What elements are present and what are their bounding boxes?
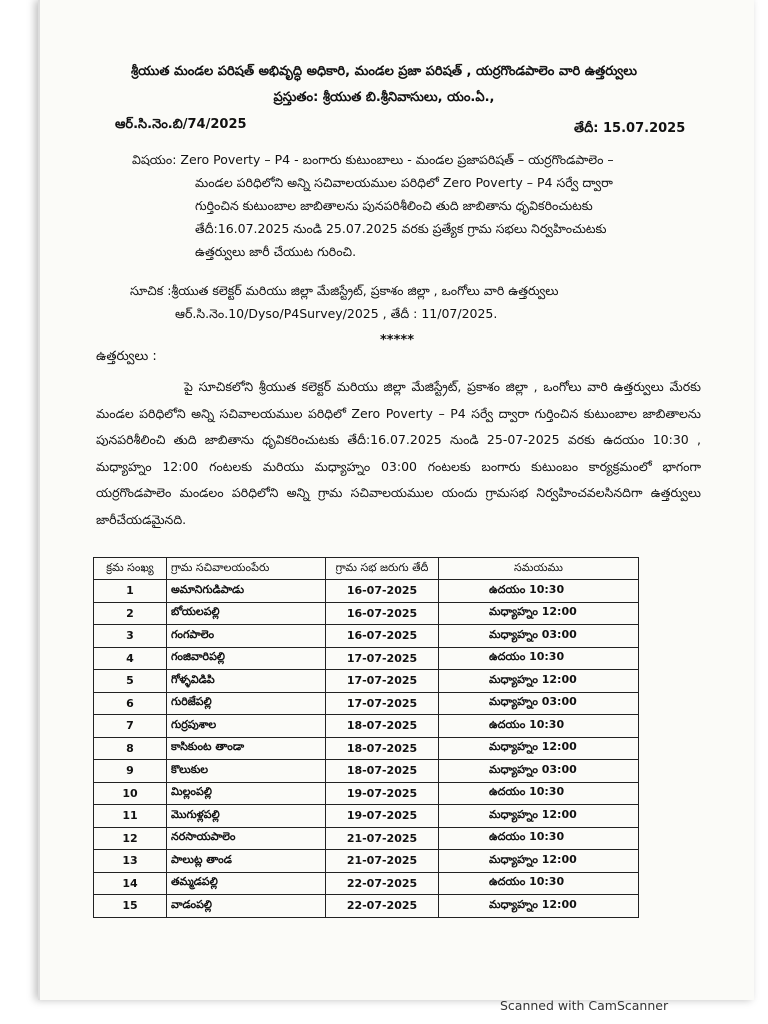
cell-serial: 12 (94, 827, 167, 850)
cell-time: మధ్యాహ్నం 12:00 (439, 805, 639, 828)
cell-time: మధ్యాహ్నం 03:00 (439, 692, 639, 715)
table-row (94, 827, 639, 850)
header-line-2: ప్రస్తుతం: శ్రీయుత బి.శ్రీనివాసులు, యం.ఏ., (273, 90, 495, 105)
gramasabha-schedule-table (93, 557, 639, 918)
cell-time: మధ్యాహ్నం 12:00 (439, 850, 639, 873)
table-row (94, 647, 639, 670)
cell-time: ఉదయం 10:30 (439, 647, 639, 670)
cell-time: మధ్యాహ్నం 12:00 (439, 895, 639, 918)
subject-line: తేదీ:16.07.2025 నుండి 25.07.2025 వరకు ప్రత్యేక గ్రామ సభలు నిర్వహించుటకు (195, 221, 607, 236)
cell-serial: 15 (94, 895, 167, 918)
cell-village: అమానిగుడిపాడు (167, 580, 326, 603)
table-row (94, 625, 639, 648)
reference-first-line: సూచిక :శ్రీయుత కలెక్టర్ మరియు జిల్లా మేజిస్ట్రేట్, ప్రకాశం జిల్లా , ఒంగోలు వారి ఉత్తర్వులు (130, 283, 559, 298)
cell-date: 19-07-2025 (326, 782, 439, 805)
cell-village: పాలుట్ల తాండ (167, 850, 326, 873)
cell-date: 16-07-2025 (326, 602, 439, 625)
subject-line: మండల పరిధిలోని అన్ని సచివాలయముల పరిధిలో Zero Poverty – P4 సర్వే ద్వారా (195, 175, 613, 190)
cell-time: ఉదయం 10:30 (439, 782, 639, 805)
separator: ***** (380, 333, 414, 348)
cell-village: గంగపాలెం (167, 625, 326, 648)
cell-date: 16-07-2025 (326, 580, 439, 603)
order-date: తేదీ: 15.07.2025 (574, 121, 686, 136)
cell-serial: 11 (94, 805, 167, 828)
reference-second-line: ఆర్.సి.నెం.10/Dyso/P4Survey/2025 , తేదీ : 11/07/2025. (175, 306, 498, 321)
cell-village: కొలుకుల (167, 760, 326, 783)
cell-time: ఉదయం 10:30 (439, 580, 639, 603)
cell-time: ఉదయం 10:30 (439, 827, 639, 850)
orders-body-text: పై సూచికలోని శ్రీయుత కలెక్టర్ మరియు జిల్లా మేజిస్ట్రేట్, ప్రకాశం జిల్లా , ఒంగోలు వారి ఉత్తర్వులు మేరకు మండల పరిధిలోని అన్ని సచివాలయముల పరిధిలో Zero Poverty – P4 సర్వే ద్వారా గుర్తించిన కుటుంబాల జాబితాలను పునపరిశీలించి తుది జాబితాను ధృవికరించుటకు తేదీ:16.07.2025 నుండి 25-07-2025 వరకు ఉదయం 10:30 , మధ్యాహ్నం 12:00 గంటలకు మరియు మధ్యాహ్నం 03:00 గంటలకు బంగారు కుటుంబం కార్యక్రమంలో భాగంగా యర్రగొండపాలెం మండలం పరిధిలోని అన్ని గ్రామ సచివాలయముల యందు గ్రామసభ నిర్వహించవలసినదిగా ఉత్తర్వులు జారీచేయడమైనది. (96, 379, 701, 527)
cell-time: మధ్యాహ్నం 12:00 (439, 602, 639, 625)
cell-serial: 3 (94, 625, 167, 648)
cell-village: కాసికుంట తాండా (167, 737, 326, 760)
cell-date: 18-07-2025 (326, 737, 439, 760)
subject-line: గుర్తించిన కుటుంబాల జాబితాలను పునపరిశీలించి తుది జాబితాను ధృవికరించుటకు (195, 198, 593, 213)
table-row (94, 580, 639, 603)
cell-date: 22-07-2025 (326, 895, 439, 918)
cell-village: గోళ్ళవిడిపి (167, 670, 326, 693)
cell-village: మొగుళ్లపల్లి (167, 805, 326, 828)
cell-village: గంజివారిపల్లి (167, 647, 326, 670)
table-row (94, 760, 639, 783)
table-row (94, 670, 639, 693)
subject-line: ఉత్తర్వులు జారీ చేయుట గురించి. (195, 244, 357, 259)
cell-date: 17-07-2025 (326, 692, 439, 715)
col-time: సమయము (439, 558, 639, 580)
cell-village: బోయలపల్లి (167, 602, 326, 625)
table-row (94, 782, 639, 805)
table-row (94, 895, 639, 918)
cell-serial: 14 (94, 872, 167, 895)
table-row (94, 872, 639, 895)
cell-date: 18-07-2025 (326, 760, 439, 783)
table-row (94, 602, 639, 625)
cell-time: మధ్యాహ్నం 03:00 (439, 625, 639, 648)
cell-time: మధ్యాహ్నం 03:00 (439, 760, 639, 783)
cell-serial: 13 (94, 850, 167, 873)
header-line-1: శ్రీయుత మండల పరిషత్ అభివృద్ధి అధికారి, మండల ప్రజా పరిషత్ , యర్రగొండపాలెం వారి ఉత్తర్వులు (131, 64, 637, 79)
cell-serial: 4 (94, 647, 167, 670)
cell-date: 17-07-2025 (326, 647, 439, 670)
col-village: గ్రామ సచివాలయంపేరు (167, 558, 326, 580)
cell-serial: 8 (94, 737, 167, 760)
cell-serial: 2 (94, 602, 167, 625)
cell-serial: 6 (94, 692, 167, 715)
cell-village: గుర్రపుశాల (167, 715, 326, 738)
cell-village: తమ్మడపల్లి (167, 872, 326, 895)
orders-label: ఉత్తర్వులు : (96, 349, 157, 364)
table-row (94, 737, 639, 760)
cell-serial: 7 (94, 715, 167, 738)
cell-village: నరసాయపాలెం (167, 827, 326, 850)
subject-first-text: Zero Poverty – P4 - బంగారు కుటుంబాలు - మండల ప్రజాపరిషత్ – యర్రగొండపాలెం – (180, 152, 614, 167)
cell-date: 18-07-2025 (326, 715, 439, 738)
cell-serial: 1 (94, 580, 167, 603)
cell-time: ఉదయం 10:30 (439, 872, 639, 895)
cell-time: మధ్యాహ్నం 12:00 (439, 670, 639, 693)
orders-body (96, 374, 701, 533)
cell-serial: 10 (94, 782, 167, 805)
scanner-watermark: Scanned with CamScanner (500, 998, 669, 1013)
reference-block (130, 279, 700, 325)
cell-village: గురిజేపల్లి (167, 692, 326, 715)
table-row (94, 805, 639, 828)
table-row (94, 715, 639, 738)
cell-date: 19-07-2025 (326, 805, 439, 828)
cell-date: 16-07-2025 (326, 625, 439, 648)
cell-village: వాడంపల్లి (167, 895, 326, 918)
subject-block (132, 148, 697, 263)
cell-village: మిల్లంపల్లి (167, 782, 326, 805)
cell-time: ఉదయం 10:30 (439, 715, 639, 738)
reference-number: ఆర్.సి.నెం.బి/74/2025 (115, 117, 247, 132)
cell-serial: 9 (94, 760, 167, 783)
cell-date: 22-07-2025 (326, 872, 439, 895)
table-row (94, 692, 639, 715)
table-row (94, 850, 639, 873)
cell-date: 21-07-2025 (326, 827, 439, 850)
cell-time: మధ్యాహ్నం 12:00 (439, 737, 639, 760)
cell-date: 21-07-2025 (326, 850, 439, 873)
col-date: గ్రామ సభ జరుగు తేదీ (326, 558, 439, 580)
cell-date: 17-07-2025 (326, 670, 439, 693)
col-serial: క్రమ సంఖ్య (94, 558, 167, 580)
table-header-row (94, 558, 639, 580)
cell-serial: 5 (94, 670, 167, 693)
subject-first-line (132, 148, 697, 171)
subject-label: విషయం: (132, 152, 177, 167)
